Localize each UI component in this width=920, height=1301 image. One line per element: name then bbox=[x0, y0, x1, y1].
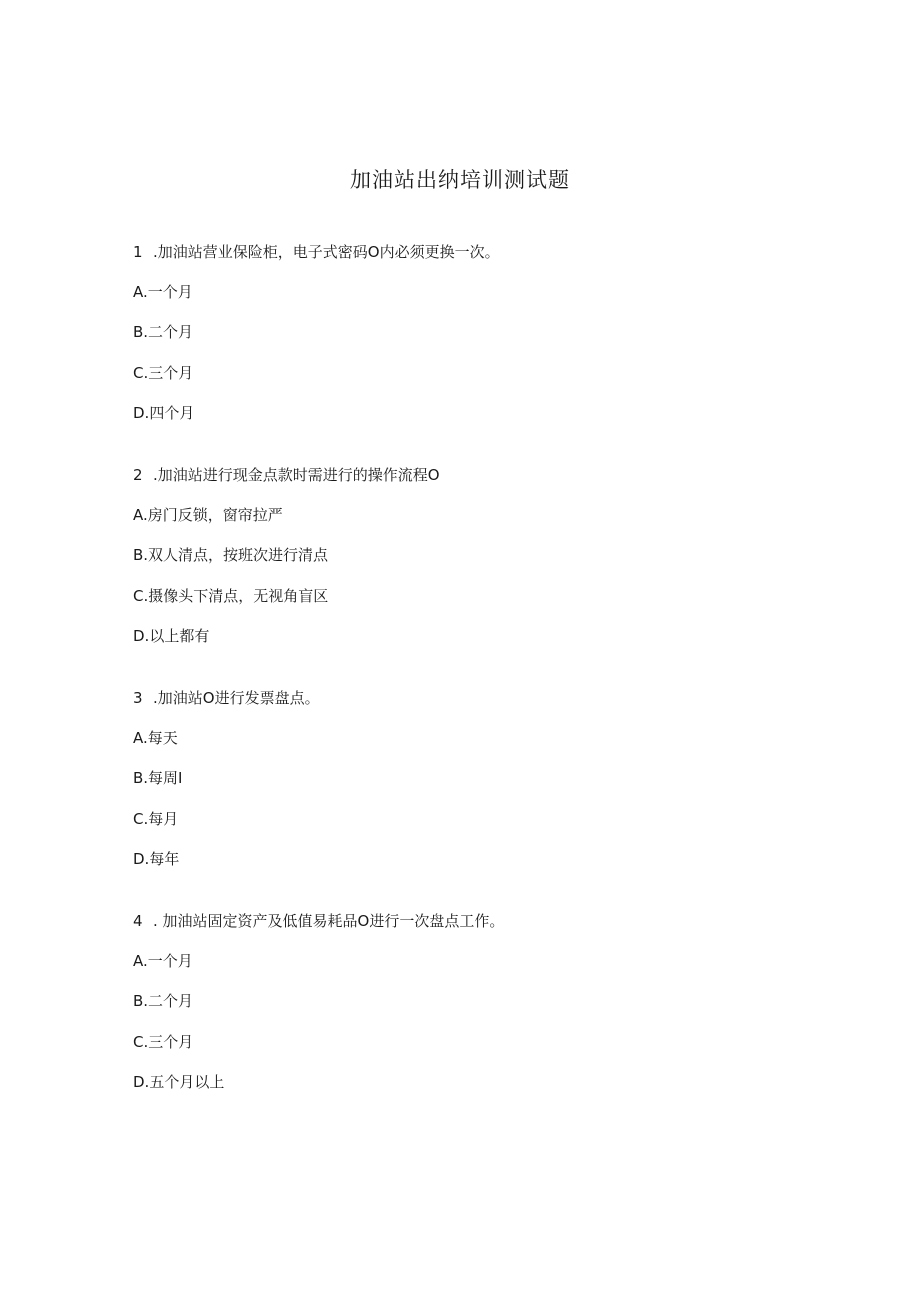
question-1-option-b: B.二个月 bbox=[133, 323, 194, 341]
question-1-option-c: C.三个月 bbox=[133, 364, 194, 382]
question-3-option-a: A.每天 bbox=[133, 729, 178, 747]
question-stem: . 加油站固定资产及低值易耗品O进行一次盘点工作。 bbox=[153, 912, 505, 930]
question-1-option-a: A.一个月 bbox=[133, 283, 193, 301]
question-2-stem-line bbox=[133, 465, 440, 485]
question-number: 2 bbox=[133, 466, 143, 484]
question-2-option-a: A.房门反锁，窗帘拉严 bbox=[133, 506, 283, 524]
question-3-option-c: C.每月 bbox=[133, 810, 179, 828]
question-2-option-c: C.摄像头下清点，无视角盲区 bbox=[133, 587, 329, 605]
question-number: 1 bbox=[133, 243, 143, 261]
question-3-stem-line bbox=[133, 688, 320, 708]
question-1-stem-line bbox=[133, 242, 500, 262]
question-2-option-b: B.双人清点，按班次进行清点 bbox=[133, 546, 329, 564]
question-4-option-c: C.三个月 bbox=[133, 1033, 194, 1051]
question-4-option-b: B.二个月 bbox=[133, 992, 194, 1010]
question-2-option-d: D.以上都有 bbox=[133, 627, 210, 645]
question-number: 4 bbox=[133, 912, 143, 930]
question-4-option-d: D.五个月以上 bbox=[133, 1073, 225, 1091]
question-stem: .加油站营业保险柜，电子式密码O内必须更换一次。 bbox=[153, 243, 500, 261]
page-title: 加油站出纳培训测试题 bbox=[350, 168, 570, 192]
question-stem: .加油站O进行发票盘点。 bbox=[153, 689, 320, 707]
question-3-option-b: B.每周I bbox=[133, 769, 183, 787]
question-stem: .加油站进行现金点款时需进行的操作流程O bbox=[153, 466, 440, 484]
question-4-option-a: A.一个月 bbox=[133, 952, 193, 970]
question-3-option-d: D.每年 bbox=[133, 850, 180, 868]
question-number: 3 bbox=[133, 689, 143, 707]
question-4-stem-line bbox=[133, 911, 504, 931]
question-1-option-d: D.四个月 bbox=[133, 404, 195, 422]
